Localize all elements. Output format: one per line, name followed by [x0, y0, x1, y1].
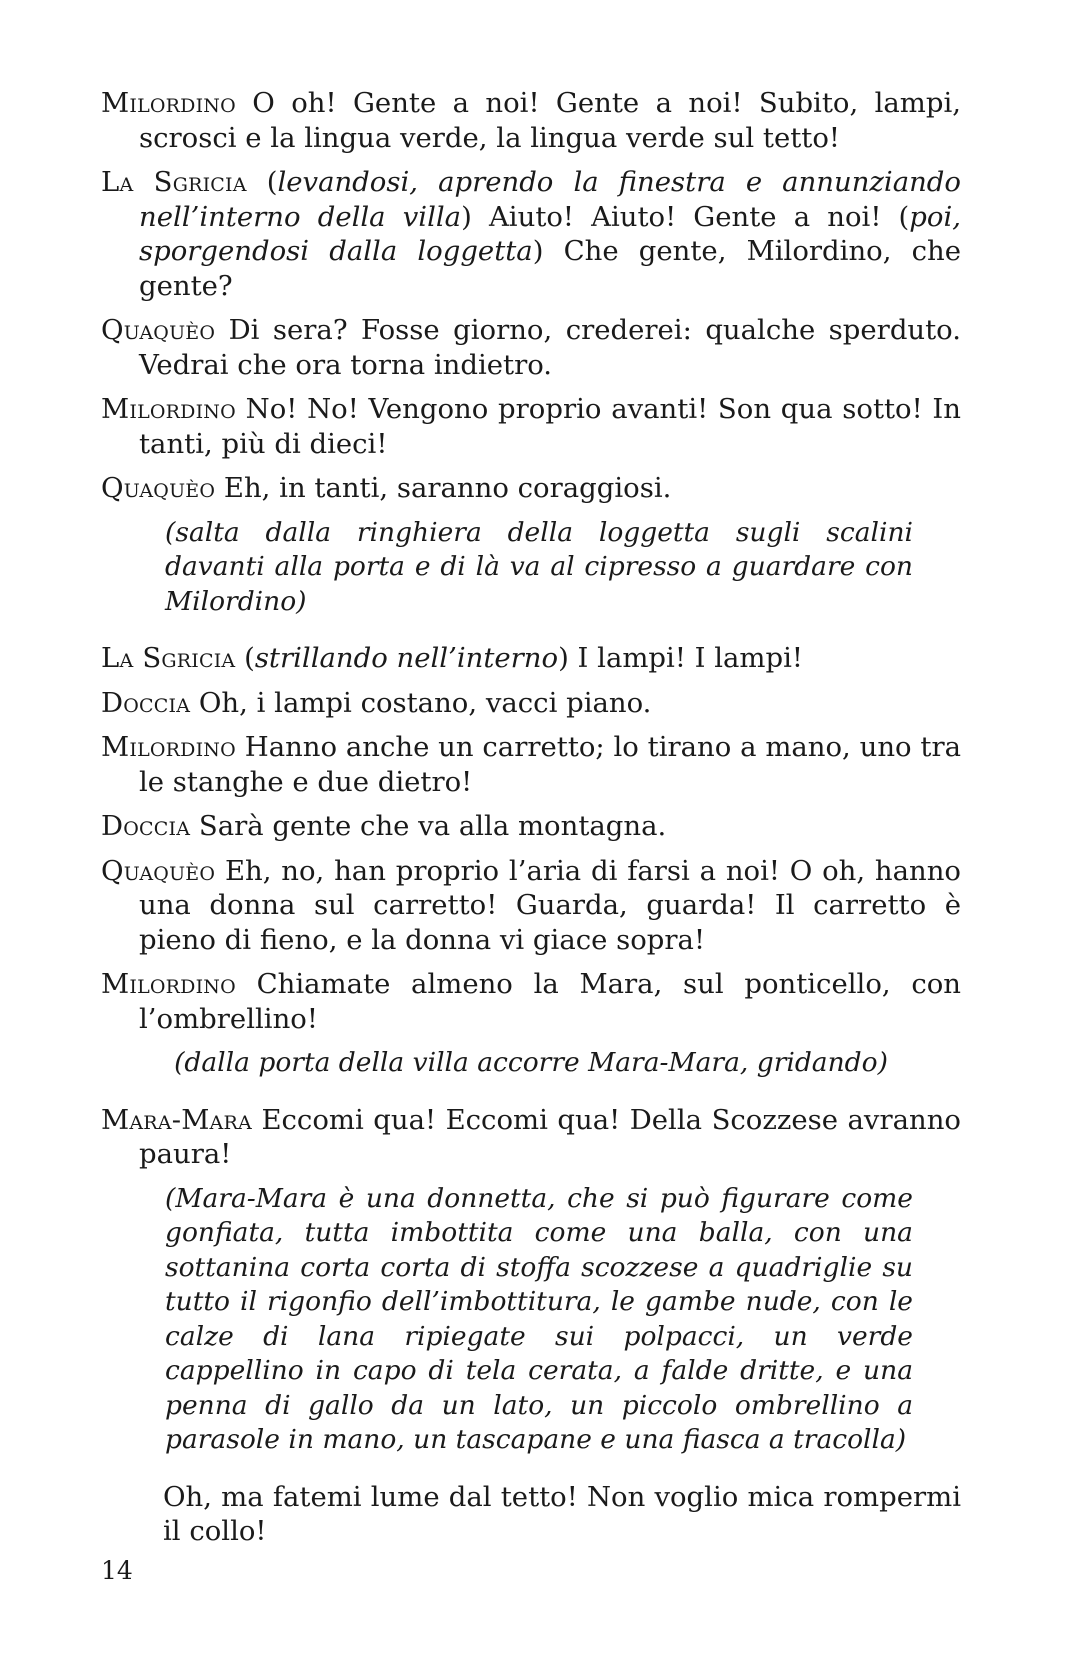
stage-direction: (salta dalla ringhiera della loggetta sugli scalini davanti alla porta e di là va al cipresso a guardare con Milordino): [165, 516, 913, 617]
speaker-name: La Sgricia: [101, 166, 247, 198]
speech-line: [101, 313, 961, 382]
speech-text: (: [246, 166, 278, 198]
speech-continuation: Oh, ma fatemi lume dal tetto! Non voglio mica rompermi il collo!: [163, 1480, 961, 1547]
stage-direction: (dalla porta della villa accorre Mara-Mara, gridando): [174, 1047, 888, 1078]
speaker-name: Milordino: [101, 393, 236, 425]
stage-direction-inline: levandosi, aprendo la finestra e annunziando nell’interno della villa: [139, 166, 961, 233]
speech-line: [101, 641, 961, 676]
speech-text: O oh! Gente a noi! Gente a noi! Subito, lampi, scrosci e la lingua verde, la lingua verde sul tetto!: [139, 87, 961, 154]
stage-direction: (Mara-Mara è una donnetta, che si può figurare come gonfiata, tutta imbottita come una balla, con una sottanina corta corta di stoffa scozzese a quadriglie su tutto il rigonfio dell’imbottitura, le gambe nude, con le calze di lana ripiegate sui polpacci, un verde cappellino in capo di tela cerata, a falde dritte, e una penna di gallo da un lato, un piccolo ombrellino a parasole in mano, un tascapane e una fiasca a tracolla): [165, 1182, 913, 1455]
speaker-name: Quaquèo: [101, 854, 216, 887]
speaker-name: Quaquèo: [101, 472, 216, 504]
speech-text: Di sera? Fosse giorno, crederei: qualche sperduto. Vedrai che ora torna indietro.: [139, 314, 961, 381]
speech-text: ) Che gente, Milordino, che gente?: [139, 235, 962, 302]
play-text: [101, 86, 961, 1549]
speech-text: ) Aiuto! Aiuto! Gente a noi! (: [461, 200, 910, 233]
speaker-name: Milordino: [101, 968, 236, 1000]
speaker-name: Milordino: [101, 87, 236, 119]
speech-text: Eccomi qua! Eccomi qua! Della Scozzese avranno paura!: [139, 1103, 961, 1170]
speaker-name: Mara-Mara: [101, 1103, 252, 1136]
speech-text: ) I lampi! I lampi!: [558, 642, 803, 674]
speech-line: [101, 854, 961, 958]
speech-line: [101, 686, 961, 721]
speaker-name: Doccia: [101, 810, 191, 842]
page-number: 14: [101, 1556, 133, 1585]
speaker-name: Quaquèo: [101, 314, 216, 346]
speech-line: [101, 1103, 961, 1172]
speaker-name: Milordino: [101, 731, 236, 763]
speech-line: [101, 392, 961, 461]
speech-text: Hanno anche un carretto; lo tirano a mano, uno tra le stanghe e due dietro!: [139, 731, 961, 798]
speech-line: [101, 471, 961, 506]
speaker-name: La Sgricia: [101, 642, 236, 674]
speech-text: Eh, in tanti, saranno coraggiosi.: [215, 472, 672, 504]
speech-text: No! No! Vengono proprio avanti! Son qua sotto! In tanti, più di dieci!: [139, 393, 961, 460]
stage-direction-inline: strillando nell’interno: [254, 642, 559, 674]
speech-text: (: [235, 642, 255, 674]
speech-text: Oh, i lampi costano, vacci piano.: [190, 686, 652, 719]
speech-line: [101, 730, 961, 799]
stage-direction-inline: poi, sporgendosi dalla loggetta: [139, 200, 961, 267]
speech-text: Sarà gente che va alla montagna.: [190, 810, 667, 842]
speech-line: [101, 165, 961, 303]
speech-line: [101, 86, 961, 155]
speech-text: Eh, no, han proprio l’aria di farsi a noi! O oh, hanno una donna sul carretto! Guarda, guarda! Il carretto è pieno di fieno, e la donna vi giace sopra!: [139, 854, 961, 956]
speech-text: Chiamate almeno la Mara, sul ponticello, con l’ombrellino!: [139, 968, 961, 1035]
speech-line: [101, 809, 961, 844]
speaker-name: Doccia: [101, 686, 191, 719]
speech-line: [101, 967, 961, 1036]
